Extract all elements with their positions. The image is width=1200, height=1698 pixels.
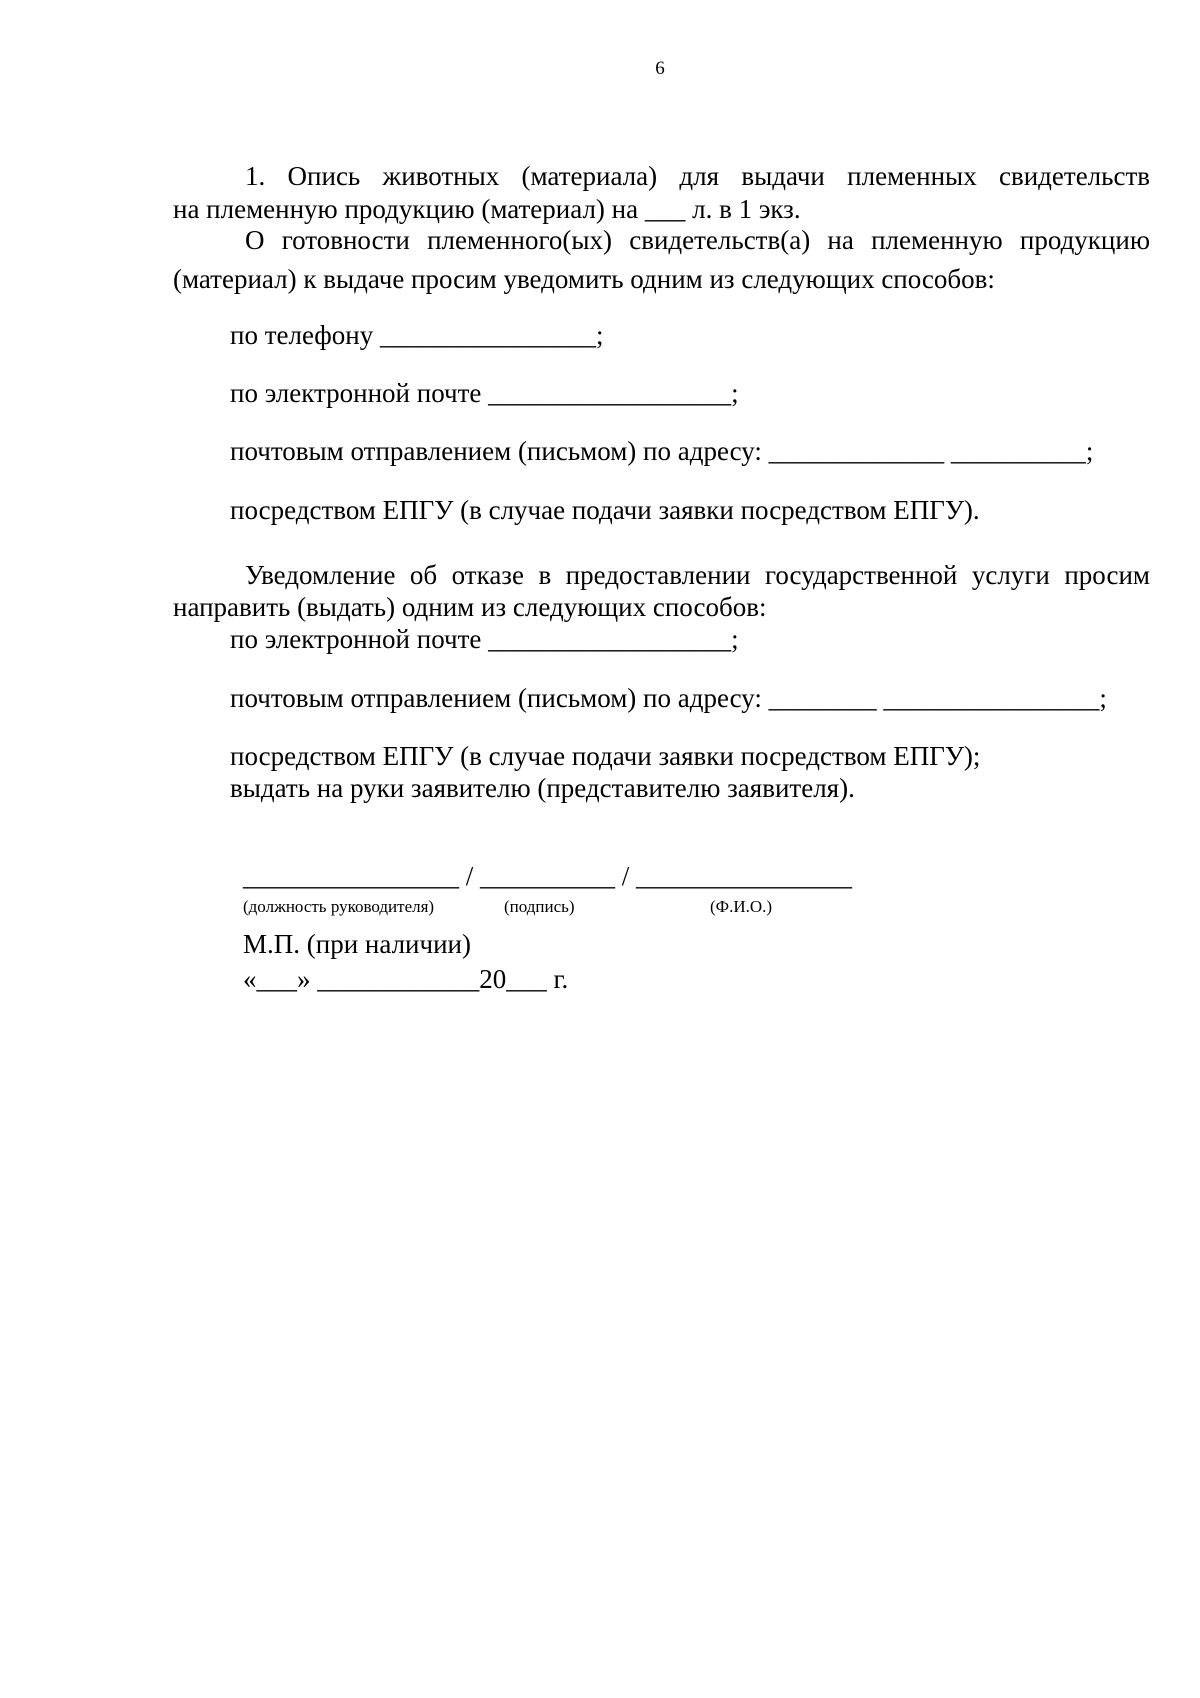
notify-refusal-in-person: выдать на руки заявителю (представителю заявителя). [230,773,855,803]
caption-signature: (подпись) [504,897,575,916]
seal-note: М.П. (при наличии) [243,929,471,959]
notify-refusal-email: по электронной почте __________________; [230,624,739,654]
signature-line: ________________ / __________ / ________________ [243,861,853,891]
notify-refusal-line-2: направить (выдать) одним из следующих способов: [173,592,767,622]
notify-ready-post: почтовым отправлением (письмом) по адресу: _____________ __________; [230,436,1094,466]
notify-ready-email: по электронной почте __________________; [230,378,739,408]
notify-ready-phone: по телефону ________________; [230,320,604,350]
notify-refusal-epgu: посредством ЕПГУ (в случае подачи заявки посредством ЕПГУ); [230,741,981,771]
notify-refusal-line-1: Уведомление об отказе в предоставлении государственной услуги просим [245,560,1150,590]
date-line: «___» ____________20___ г. [243,964,569,994]
notify-ready-line-2: (материал) к выдаче просим уведомить одним из следующих способов: [173,264,995,294]
caption-name: (Ф.И.О.) [710,897,773,916]
item-1-line-2: на племенную продукцию (материал) на ___ л. в 1 экз. [173,194,801,224]
notify-refusal-post: почтовым отправлением (письмом) по адресу: ________ ________________; [230,683,1107,713]
page-number: 6 [655,58,665,79]
item-1-line-1: 1. Опись животных (материала) для выдачи племенных свидетельств [245,161,1150,191]
notify-ready-line-1: О готовности племенного(ых) свидетельств(а) на племенную продукцию [245,225,1150,255]
notify-ready-epgu: посредством ЕПГУ (в случае подачи заявки посредством ЕПГУ). [230,495,980,525]
caption-position: (должность руководителя) [243,897,435,916]
